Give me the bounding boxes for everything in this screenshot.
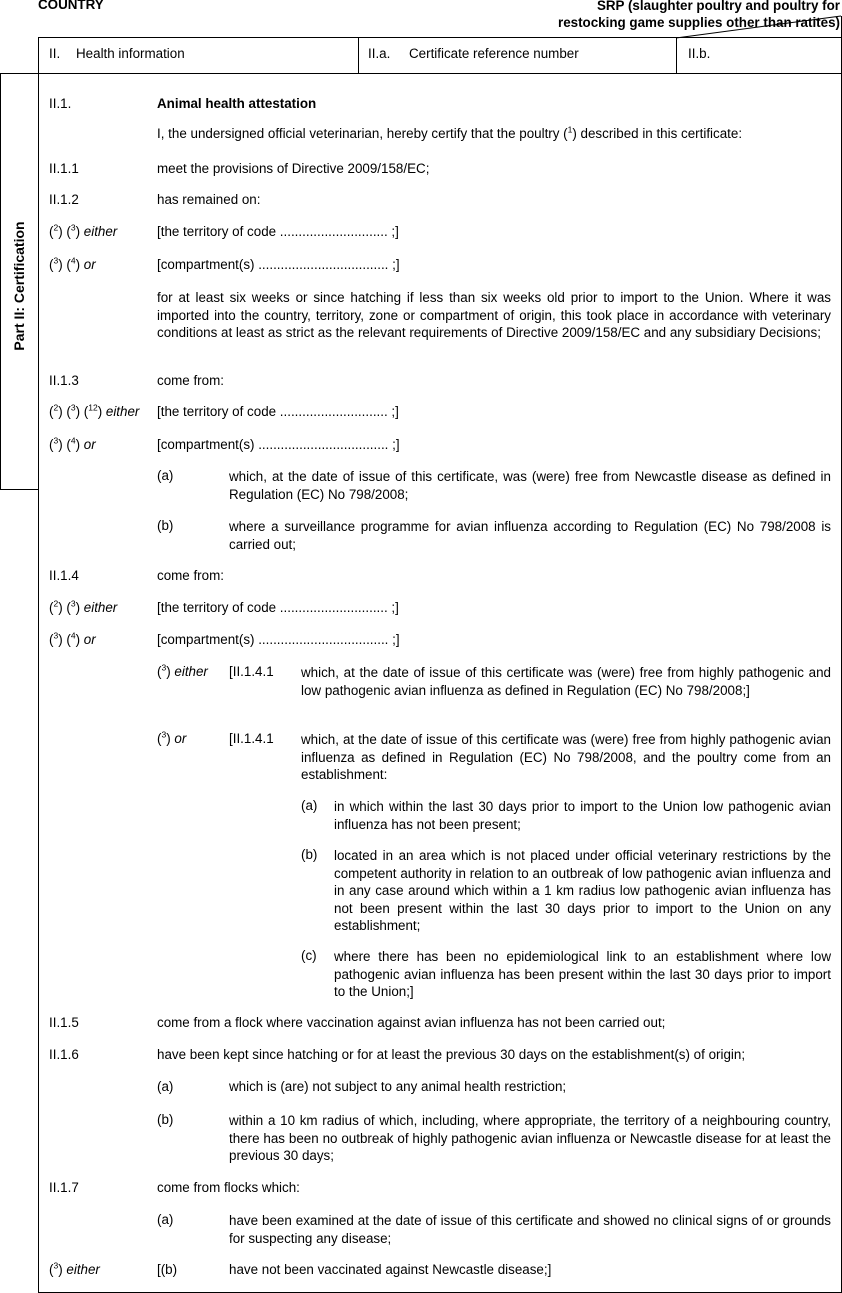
s113-b-label: (b) [157,518,174,533]
top-row-bottom-border [38,73,842,74]
cert-ref-number: II.a. [368,46,391,61]
country-label: COUNTRY [38,0,104,12]
top-row-divider-2 [676,37,677,74]
s116-b-label: (b) [157,1112,174,1127]
s113-or-text: [compartment(s) ................................... ;] [157,437,400,452]
s117-b-text: have not been vaccinated against Newcastle disease;] [229,1262,552,1277]
s114-sub-or-ref: [II.1.4.1 [229,731,274,746]
s111-text: meet the provisions of Directive 2009/158/EC; [157,161,430,176]
top-row-divider-1 [358,37,359,74]
s116-text: have been kept since hatching or for at least the previous 30 days on the establishment(s) of origin; [157,1047,746,1062]
s112-paragraph: for at least six weeks or since hatching if less than six weeks old prior to import to the Union. Where it was imported into the country, territory, zone or compartment of origin, this took place in accordance with veterinary conditions at least as strict as the relevant requirements of Directive 2009/158/EC and any subsidiary Decisions; [157,290,831,340]
s114-c-text: where there has been no epidemiological link to an establishment where low pathogenic avian influenza has been present within the last 30 days prior to import to the Union;] [334,949,831,999]
s114-text: come from: [157,568,224,583]
s112-either-text: [the territory of code ............................. ;] [157,224,399,239]
s114-a-text: in which within the last 30 days prior to import to the Union low pathogenic avian influenza has not been present; [334,799,831,832]
side-box-left [0,73,1,490]
s114-sub-or-marker: ($^3$) or [157,729,187,746]
s114-a-label: (a) [301,798,318,813]
s114-either-marker: ($^2$) ($^3$) either [49,598,118,615]
s117-a-text: have been examined at the date of issue of this certificate and showed no clinical signs of or grounds for suspecting any disease; [229,1213,831,1246]
s115-number: II.1.5 [49,1015,79,1030]
top-border [38,37,842,38]
s114-number: II.1.4 [49,568,79,583]
iib-label: II.b. [688,46,711,61]
s116-a-label: (a) [157,1079,174,1094]
s116-b-text: within a 10 km radius of which, including, where appropriate, the territory of a neighbouring country, there has been no outbreak of highly pathogenic avian influenza or Newcastle disease for at least the previous 30 days; [229,1113,831,1163]
s114-b-label: (b) [301,847,318,862]
s1-number: II.1. [49,96,72,111]
s112-number: II.1.2 [49,192,79,207]
cert-ref-label: Certificate reference number [409,46,579,61]
s113-text: come from: [157,373,224,388]
s114-sub-either-marker: ($^3$) either [157,662,208,679]
s117-either-marker: ($^3$) either [49,1260,100,1277]
s1-title: Animal health attestation [157,96,317,111]
left-border [38,37,39,1293]
health-info-number: II. [49,46,61,61]
s114-c-label: (c) [301,948,317,963]
side-box-top [0,73,38,74]
s112-text: has remained on: [157,192,261,207]
s113-b-text: where a surveillance programme for avian influenza according to Regulation (EC) No 798/2008 is carried out; [229,519,831,552]
s112-or-marker: ($^3$) ($^4$) or [49,255,96,272]
s117-b-label: [(b) [157,1262,178,1277]
s114-sub-either-text: which, at the date of issue of this certificate was (were) free from highly pathogenic and low pathogenic avian influenza as defined in Regulation (EC) No 798/2008;] [301,665,831,698]
s114-or-text: [compartment(s) ................................... ;] [157,632,400,647]
s114-either-text: [the territory of code ............................. ;] [157,600,399,615]
s113-a-text: which, at the date of issue of this certificate, was (were) free from Newcastle disease as defined in Regulation (EC) No 798/2008; [229,469,831,502]
s117-text: come from flocks which: [157,1180,300,1195]
s114-or-marker: ($^3$) ($^4$) or [49,630,96,647]
s117-a-label: (a) [157,1212,174,1227]
s113-number: II.1.3 [49,373,79,388]
s112-or-text: [compartment(s) ................................... ;] [157,257,400,272]
s116-number: II.1.6 [49,1047,79,1062]
s117-number: II.1.7 [49,1180,79,1195]
s112-either-marker: ($^2$) ($^3$) either [49,222,118,239]
side-label: Part II: Certification [11,221,27,351]
s111-number: II.1.1 [49,161,79,176]
s116-a-text: which is (are) not subject to any animal health restriction; [229,1079,567,1094]
s1-intro: I, the undersigned official veterinarian, hereby certify that the poultry ($^1$) described in this certificate: [157,124,743,141]
s113-a-label: (a) [157,468,174,483]
s114-sub-or-text: which, at the date of issue of this certificate was (were) free from highly pathogenic avian influenza as defined in Regulation (EC) No 798/2008, and the poultry come from an establishment: [301,732,831,782]
s114-sub-either-ref: [II.1.4.1 [229,664,274,679]
s114-b-text: located in an area which is not placed under official veterinary restrictions by the competent authority in relation to an outbreak of low pathogenic avian influenza and in any case around which within a 1 km radius low pathogenic avian influenza has not been present within the last 30 days prior to import to the Union on any establishment; [334,848,831,933]
s115-text: come from a flock where vaccination against avian influenza has not been carried out; [157,1015,666,1030]
health-info-label: Health information [76,46,185,61]
s113-or-marker: ($^3$) ($^4$) or [49,435,96,452]
header-diagonal-line [0,0,842,50]
s113-either-text: [the territory of code ............................. ;] [157,404,399,419]
side-box-bottom [0,489,38,490]
certificate-type: SRP (slaughter poultry and poultry for restocking game supplies other than ratites) [557,0,840,30]
s113-either-marker: ($^2$) ($^3$) ($^{12}$) either [49,402,140,419]
